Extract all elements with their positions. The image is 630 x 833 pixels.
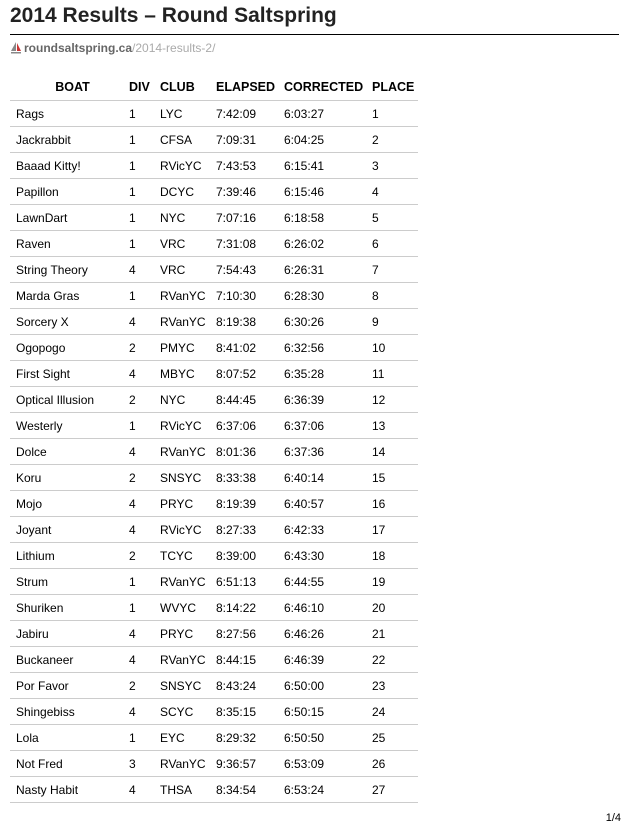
div-cell: 1 (129, 101, 160, 127)
div-cell: 1 (129, 231, 160, 257)
table-row (10, 283, 418, 309)
club-cell: NYC (160, 205, 216, 231)
boat-cell: Not Fred (10, 751, 129, 777)
place-cell: 21 (372, 621, 418, 647)
boat-cell: Jabiru (10, 621, 129, 647)
source-domain[interactable]: roundsaltspring.ca (24, 41, 133, 55)
table-row (10, 361, 418, 387)
elapsed-cell: 8:29:32 (216, 725, 284, 751)
corrected-cell: 6:53:24 (284, 777, 372, 803)
place-cell: 13 (372, 413, 418, 439)
corrected-cell: 6:04:25 (284, 127, 372, 153)
corrected-cell: 6:03:27 (284, 101, 372, 127)
elapsed-cell: 7:09:31 (216, 127, 284, 153)
elapsed-cell: 7:43:53 (216, 153, 284, 179)
elapsed-cell: 8:19:39 (216, 491, 284, 517)
club-cell: PRYC (160, 491, 216, 517)
table-row (10, 569, 418, 595)
boat-cell: First Sight (10, 361, 129, 387)
corrected-cell: 6:43:30 (284, 543, 372, 569)
club-cell: RVicYC (160, 153, 216, 179)
div-cell: 4 (129, 517, 160, 543)
club-cell: PRYC (160, 621, 216, 647)
place-cell: 1 (372, 101, 418, 127)
place-cell: 8 (372, 283, 418, 309)
elapsed-cell: 8:41:02 (216, 335, 284, 361)
table-row (10, 491, 418, 517)
table-row (10, 205, 418, 231)
club-cell: LYC (160, 101, 216, 127)
boat-cell: Shingebiss (10, 699, 129, 725)
elapsed-cell: 8:35:15 (216, 699, 284, 725)
boat-cell: Papillon (10, 179, 129, 205)
elapsed-cell: 8:43:24 (216, 673, 284, 699)
club-cell: PMYC (160, 335, 216, 361)
elapsed-cell: 8:01:36 (216, 439, 284, 465)
boat-cell: Joyant (10, 517, 129, 543)
table-row (10, 699, 418, 725)
column-header-div: DIV (129, 74, 160, 101)
place-cell: 15 (372, 465, 418, 491)
table-row (10, 777, 418, 803)
table-row (10, 621, 418, 647)
source-path[interactable]: /2014-results-2/ (132, 41, 216, 55)
place-cell: 20 (372, 595, 418, 621)
place-cell: 17 (372, 517, 418, 543)
corrected-cell: 6:15:41 (284, 153, 372, 179)
corrected-cell: 6:26:31 (284, 257, 372, 283)
table-row (10, 647, 418, 673)
corrected-cell: 6:37:06 (284, 413, 372, 439)
club-cell: THSA (160, 777, 216, 803)
corrected-cell: 6:42:33 (284, 517, 372, 543)
corrected-cell: 6:46:10 (284, 595, 372, 621)
place-cell: 3 (372, 153, 418, 179)
boat-cell: Por Favor (10, 673, 129, 699)
div-cell: 1 (129, 595, 160, 621)
table-row (10, 725, 418, 751)
table-row (10, 595, 418, 621)
place-cell: 5 (372, 205, 418, 231)
corrected-cell: 6:50:00 (284, 673, 372, 699)
div-cell: 1 (129, 153, 160, 179)
club-cell: TCYC (160, 543, 216, 569)
club-cell: RVanYC (160, 569, 216, 595)
elapsed-cell: 7:31:08 (216, 231, 284, 257)
boat-cell: Buckaneer (10, 647, 129, 673)
corrected-cell: 6:35:28 (284, 361, 372, 387)
table-row (10, 179, 418, 205)
corrected-cell: 6:50:15 (284, 699, 372, 725)
club-cell: SNSYC (160, 465, 216, 491)
place-cell: 26 (372, 751, 418, 777)
club-cell: VRC (160, 231, 216, 257)
club-cell: NYC (160, 387, 216, 413)
boat-cell: Sorcery X (10, 309, 129, 335)
elapsed-cell: 9:36:57 (216, 751, 284, 777)
div-cell: 2 (129, 387, 160, 413)
elapsed-cell: 8:14:22 (216, 595, 284, 621)
table-row (10, 335, 418, 361)
div-cell: 4 (129, 777, 160, 803)
div-cell: 1 (129, 413, 160, 439)
table-row (10, 153, 418, 179)
club-cell: MBYC (160, 361, 216, 387)
club-cell: RVicYC (160, 413, 216, 439)
boat-cell: Raven (10, 231, 129, 257)
div-cell: 4 (129, 647, 160, 673)
place-cell: 10 (372, 335, 418, 361)
table-row (10, 465, 418, 491)
club-cell: DCYC (160, 179, 216, 205)
place-cell: 12 (372, 387, 418, 413)
boat-cell: Westerly (10, 413, 129, 439)
place-cell: 22 (372, 647, 418, 673)
corrected-cell: 6:28:30 (284, 283, 372, 309)
place-cell: 6 (372, 231, 418, 257)
place-cell: 4 (372, 179, 418, 205)
corrected-cell: 6:32:56 (284, 335, 372, 361)
results-body (10, 101, 418, 803)
div-cell: 1 (129, 127, 160, 153)
corrected-cell: 6:40:14 (284, 465, 372, 491)
corrected-cell: 6:30:26 (284, 309, 372, 335)
div-cell: 2 (129, 465, 160, 491)
place-cell: 23 (372, 673, 418, 699)
boat-cell: Dolce (10, 439, 129, 465)
table-row (10, 413, 418, 439)
column-header-club: CLUB (160, 74, 216, 101)
elapsed-cell: 8:27:56 (216, 621, 284, 647)
div-cell: 4 (129, 309, 160, 335)
elapsed-cell: 6:37:06 (216, 413, 284, 439)
elapsed-cell: 7:10:30 (216, 283, 284, 309)
club-cell: RVanYC (160, 283, 216, 309)
club-cell: SNSYC (160, 673, 216, 699)
corrected-cell: 6:26:02 (284, 231, 372, 257)
boat-cell: Mojo (10, 491, 129, 517)
table-row (10, 387, 418, 413)
elapsed-cell: 7:07:16 (216, 205, 284, 231)
div-cell: 4 (129, 361, 160, 387)
club-cell: EYC (160, 725, 216, 751)
corrected-cell: 6:53:09 (284, 751, 372, 777)
boat-cell: Shuriken (10, 595, 129, 621)
place-cell: 7 (372, 257, 418, 283)
table-row (10, 751, 418, 777)
table-row (10, 543, 418, 569)
elapsed-cell: 8:19:38 (216, 309, 284, 335)
div-cell: 3 (129, 751, 160, 777)
div-cell: 4 (129, 699, 160, 725)
div-cell: 1 (129, 283, 160, 309)
place-cell: 27 (372, 777, 418, 803)
results-table (10, 74, 418, 803)
table-row (10, 673, 418, 699)
corrected-cell: 6:40:57 (284, 491, 372, 517)
club-cell: RVanYC (160, 751, 216, 777)
elapsed-cell: 6:51:13 (216, 569, 284, 595)
place-cell: 11 (372, 361, 418, 387)
boat-cell: Nasty Habit (10, 777, 129, 803)
boat-cell: Strum (10, 569, 129, 595)
elapsed-cell: 8:07:52 (216, 361, 284, 387)
corrected-cell: 6:46:26 (284, 621, 372, 647)
corrected-cell: 6:37:36 (284, 439, 372, 465)
table-row (10, 257, 418, 283)
table-row (10, 231, 418, 257)
div-cell: 2 (129, 335, 160, 361)
club-cell: RVicYC (160, 517, 216, 543)
club-cell: SCYC (160, 699, 216, 725)
div-cell: 4 (129, 621, 160, 647)
boat-cell: Marda Gras (10, 283, 129, 309)
elapsed-cell: 8:33:38 (216, 465, 284, 491)
column-header-corrected: CORRECTED (284, 74, 372, 101)
table-row (10, 517, 418, 543)
boat-cell: Ogopogo (10, 335, 129, 361)
corrected-cell: 6:15:46 (284, 179, 372, 205)
page-title: 2014 Results – Round Saltspring (10, 4, 337, 27)
place-cell: 9 (372, 309, 418, 335)
page-number: 1/4 (605, 812, 621, 824)
elapsed-cell: 7:39:46 (216, 179, 284, 205)
club-cell: RVanYC (160, 309, 216, 335)
boat-cell: Lithium (10, 543, 129, 569)
place-cell: 14 (372, 439, 418, 465)
elapsed-cell: 7:42:09 (216, 101, 284, 127)
elapsed-cell: 8:27:33 (216, 517, 284, 543)
elapsed-cell: 8:34:54 (216, 777, 284, 803)
boat-cell: String Theory (10, 257, 129, 283)
table-row (10, 127, 418, 153)
boat-cell: Koru (10, 465, 129, 491)
table-row (10, 101, 418, 127)
boat-cell: Lola (10, 725, 129, 751)
div-cell: 1 (129, 205, 160, 231)
div-cell: 4 (129, 257, 160, 283)
place-cell: 25 (372, 725, 418, 751)
corrected-cell: 6:36:39 (284, 387, 372, 413)
place-cell: 18 (372, 543, 418, 569)
club-cell: VRC (160, 257, 216, 283)
column-header-elapsed: ELAPSED (216, 74, 284, 101)
title-divider (10, 34, 619, 35)
club-cell: WVYC (160, 595, 216, 621)
div-cell: 1 (129, 179, 160, 205)
div-cell: 1 (129, 725, 160, 751)
corrected-cell: 6:18:58 (284, 205, 372, 231)
boat-cell: Rags (10, 101, 129, 127)
div-cell: 4 (129, 439, 160, 465)
table-header-row (10, 74, 418, 101)
place-cell: 2 (372, 127, 418, 153)
div-cell: 2 (129, 673, 160, 699)
elapsed-cell: 8:44:45 (216, 387, 284, 413)
club-cell: RVanYC (160, 439, 216, 465)
table-row (10, 309, 418, 335)
column-header-place: PLACE (372, 74, 418, 101)
boat-cell: Baaad Kitty! (10, 153, 129, 179)
elapsed-cell: 7:54:43 (216, 257, 284, 283)
corrected-cell: 6:50:50 (284, 725, 372, 751)
table-row (10, 439, 418, 465)
club-cell: CFSA (160, 127, 216, 153)
elapsed-cell: 8:44:15 (216, 647, 284, 673)
boat-cell: LawnDart (10, 205, 129, 231)
place-cell: 19 (372, 569, 418, 595)
div-cell: 1 (129, 569, 160, 595)
div-cell: 2 (129, 543, 160, 569)
elapsed-cell: 8:39:00 (216, 543, 284, 569)
boat-cell: Jackrabbit (10, 127, 129, 153)
place-cell: 24 (372, 699, 418, 725)
source-url[interactable] (10, 40, 215, 56)
place-cell: 16 (372, 491, 418, 517)
corrected-cell: 6:46:39 (284, 647, 372, 673)
sailboat-icon (10, 42, 22, 54)
corrected-cell: 6:44:55 (284, 569, 372, 595)
boat-cell: Optical Illusion (10, 387, 129, 413)
column-header-boat: BOAT (10, 74, 129, 101)
club-cell: RVanYC (160, 647, 216, 673)
div-cell: 4 (129, 491, 160, 517)
